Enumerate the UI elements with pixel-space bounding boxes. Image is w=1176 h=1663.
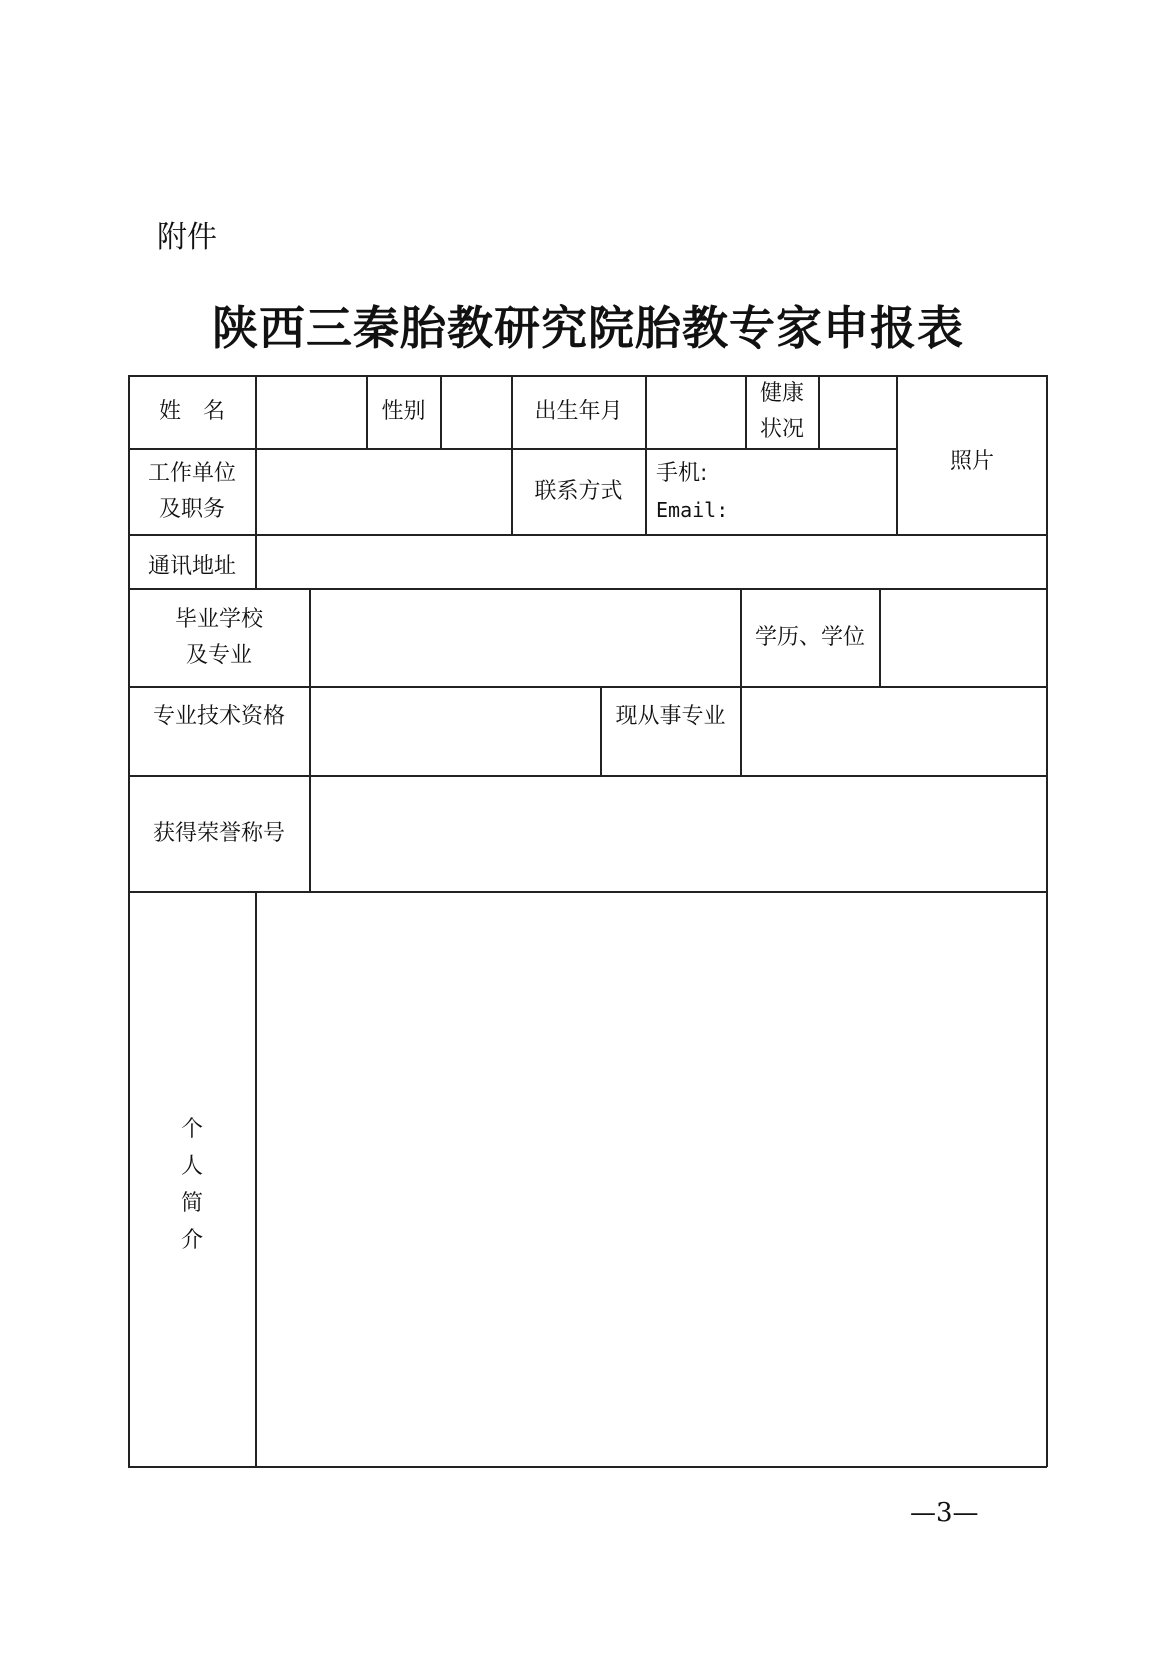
birth-field[interactable]	[647, 376, 745, 448]
name-label: 姓 名	[158, 399, 225, 424]
attachment-label: 附件	[157, 220, 217, 255]
degree-label: 学历、学位	[754, 624, 865, 650]
email-label: Email:	[656, 497, 729, 522]
table-border-bottom	[128, 1466, 1047, 1468]
school-label-line2: 及专业	[185, 642, 252, 668]
photo-box[interactable]	[898, 376, 1046, 534]
name-field[interactable]	[257, 376, 366, 448]
health-label	[746, 376, 818, 448]
health-field[interactable]	[820, 376, 896, 448]
address-label: 通讯地址	[147, 554, 236, 579]
phone-label: 手机:	[656, 460, 708, 486]
form-title: 陕西三秦胎教研究院胎教专家申报表	[212, 301, 964, 355]
profile-char: 人	[180, 1154, 203, 1179]
health-label-line1: 健康	[759, 381, 804, 406]
profile-char: 个	[180, 1117, 203, 1142]
birth-label: 出生年月	[534, 399, 623, 424]
degree-field[interactable]	[881, 589, 1046, 686]
photo-label: 照片	[949, 449, 994, 474]
qualification-field[interactable]	[311, 687, 600, 775]
gender-label: 性别	[381, 399, 426, 424]
page-number: —3—	[910, 1498, 979, 1528]
work-label-line1: 工作单位	[147, 460, 236, 486]
work-label-line2: 及职务	[158, 496, 225, 522]
current-major-label: 现从事专业	[615, 704, 726, 729]
health-label-line2: 状况	[759, 417, 804, 442]
current-major-field[interactable]	[742, 687, 1046, 775]
profile-label	[129, 1110, 255, 1260]
contact-label: 联系方式	[534, 478, 623, 504]
school-label	[129, 589, 309, 686]
school-label-line1: 毕业学校	[174, 606, 263, 632]
gender-field[interactable]	[442, 376, 511, 448]
honors-label: 获得荣誉称号	[152, 820, 285, 846]
honors-field[interactable]	[311, 776, 1046, 891]
school-field[interactable]	[311, 589, 740, 686]
table-border-right	[1046, 375, 1048, 1467]
profile-field[interactable]	[257, 892, 1046, 1466]
profile-char: 简	[180, 1191, 203, 1216]
qualification-label: 专业技术资格	[152, 704, 285, 729]
table-border-left	[128, 375, 130, 1467]
profile-char: 介	[180, 1228, 203, 1253]
contact-field[interactable]	[656, 449, 896, 534]
address-field[interactable]	[257, 535, 1046, 588]
work-field[interactable]	[257, 449, 511, 534]
work-label	[129, 449, 255, 534]
